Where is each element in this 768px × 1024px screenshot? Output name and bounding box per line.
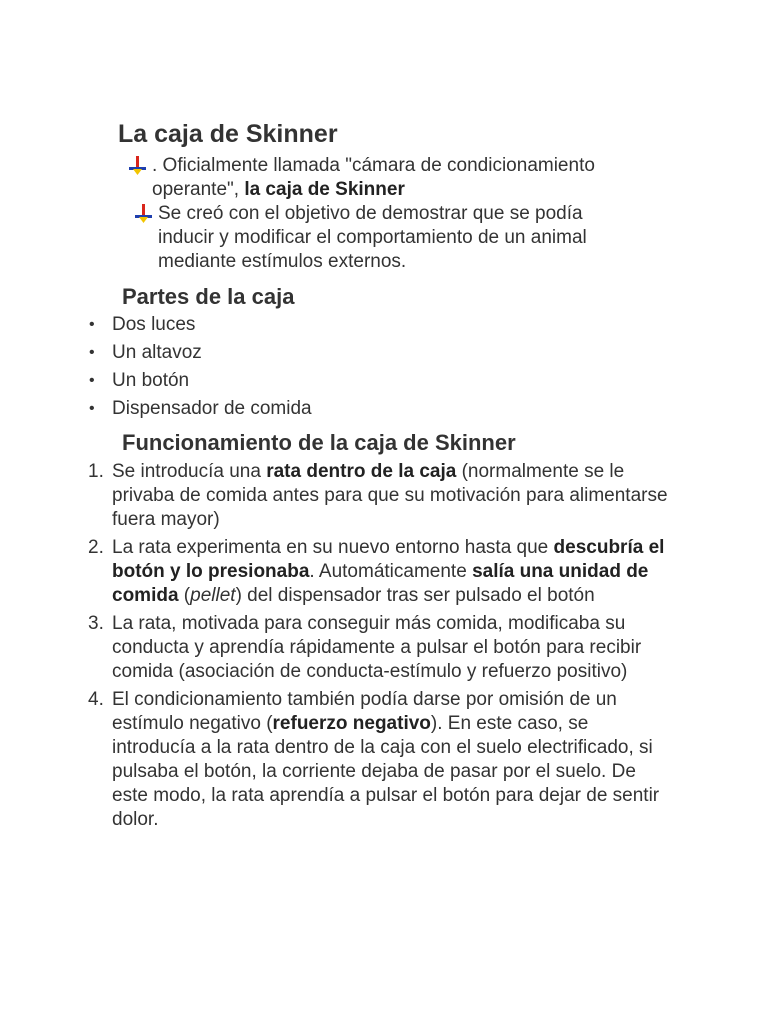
arrow-bullet-icon	[134, 204, 154, 224]
function-steps	[88, 460, 668, 836]
intro-item-1-line2	[128, 178, 648, 202]
list-item-text: Dispensador de comida	[112, 398, 312, 419]
step-bold: rata dentro de la caja	[266, 461, 457, 482]
step-item	[88, 460, 668, 532]
intro-item-2-line1: Se creó con el objetivo de demostrar que se podía	[158, 203, 583, 224]
step-bold: descubría el botón y lo presionaba	[112, 537, 665, 582]
list-item	[86, 397, 312, 425]
intro-item-1-line1: . Oficialmente llamada "cámara de condicionamiento	[152, 155, 595, 176]
step-text: (normalmente se le privaba de comida antes para que su motivación para alimentarse fuera mayor)	[112, 461, 668, 530]
step-number: 4.	[88, 689, 104, 710]
step-text: (	[178, 585, 191, 606]
step-number: 2.	[88, 537, 104, 558]
step-text: La rata, motivada para conseguir más comida, modificaba su conducta y aprendía rápidamente a pulsar el botón para recibir comida (asociación de conducta-estímulo y refuerzo positivo)	[112, 613, 642, 682]
intro-item-2-line3: mediante estímulos externos.	[158, 251, 407, 272]
step-text: ). En este caso, se introducía a la rata dentro de la caja con el suelo electrificado, si pulsaba el botón, la corriente dejaba de pasar por el suelo. De este modo, la rata aprendía a pulsar el botón para dejar de sentir dolor.	[112, 713, 660, 830]
step-bold: salía una unidad de comida	[112, 561, 649, 606]
page-title: La caja de Skinner	[118, 120, 338, 148]
step-bold: refuerzo negativo	[272, 713, 431, 734]
parts-heading: Partes de la caja	[122, 284, 295, 309]
arrow-bullet-icon	[128, 156, 148, 176]
step-text: . Automáticamente	[309, 561, 473, 582]
step-text: Se introducía una	[112, 461, 267, 482]
step-text: La rata experimenta en su nuevo entorno hasta que	[112, 537, 554, 558]
step-item	[88, 612, 668, 684]
function-heading: Funcionamiento de la caja de Skinner	[122, 430, 516, 455]
bullet-icon: •	[89, 400, 95, 417]
list-item	[86, 369, 312, 397]
step-item	[88, 536, 668, 608]
intro-item-1	[128, 154, 648, 202]
step-text: ) del dispensador tras ser pulsado el botón	[235, 585, 595, 606]
list-item-text: Dos luces	[112, 314, 196, 335]
list-item-text: Un altavoz	[112, 342, 202, 363]
intro-item-2-line2: inducir y modificar el comportamiento de un animal	[158, 227, 587, 248]
intro-item-1-bold: la caja de Skinner	[244, 179, 405, 200]
bullet-icon: •	[89, 316, 95, 333]
intro-item-2	[134, 202, 634, 274]
list-item	[86, 313, 312, 341]
list-item-text: Un botón	[112, 370, 190, 391]
step-italic: pellet	[190, 585, 236, 606]
parts-list	[86, 313, 312, 425]
bullet-icon: •	[89, 344, 95, 361]
bullet-icon: •	[89, 372, 95, 389]
step-text: El condicionamiento también podía darse por omisión de un estímulo negativo (	[112, 689, 617, 734]
step-number: 1.	[88, 461, 104, 482]
step-number: 3.	[88, 613, 104, 634]
list-item	[86, 341, 312, 369]
step-item	[88, 688, 668, 832]
intro-item-1-text: operante",	[152, 179, 245, 200]
